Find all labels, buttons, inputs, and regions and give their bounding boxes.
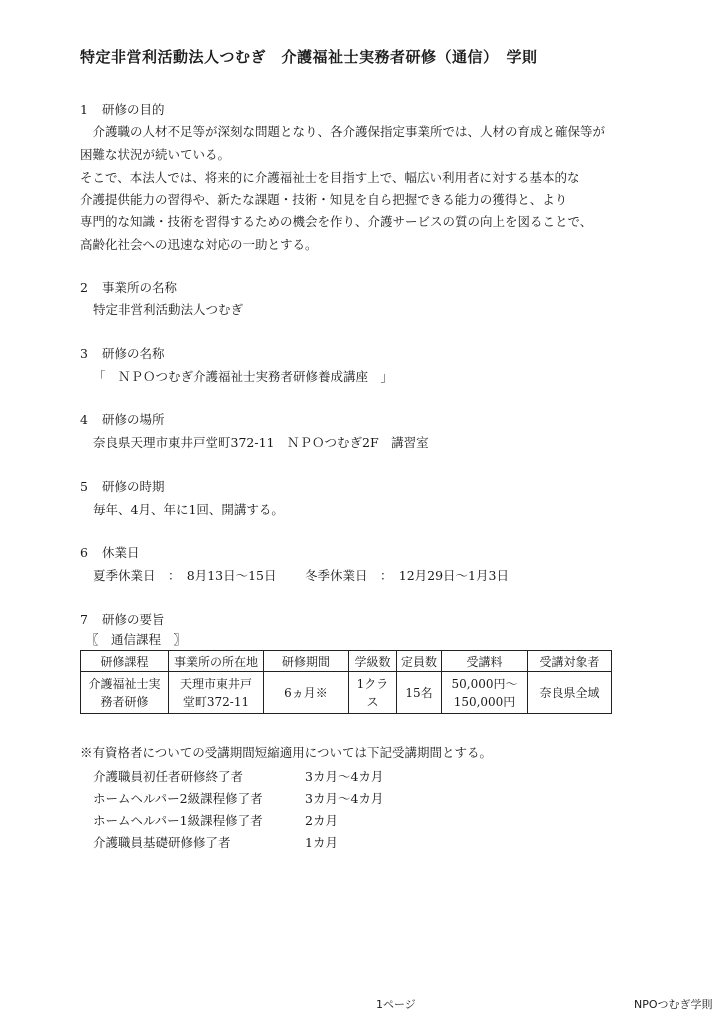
purpose-line: 介護職の人材不足等が深刻な問題となり、各介護保指定事業所では、人材の育成と確保等が [80, 124, 606, 139]
section-1-heading [80, 100, 165, 118]
qualification-period: 3カ月～4カ月 [305, 769, 384, 784]
cell-text: 堂町372-11 [182, 694, 250, 709]
summer-holiday: 夏季休業日 ： 8月13日～15日 [93, 568, 277, 583]
purpose-line: 困難な状況が続いている。 [80, 147, 231, 162]
training-location: 奈良県天理市東井戸堂町372-11 ＮＰＯつむぎ2F 講習室 [93, 435, 429, 450]
qualification-label: 介護職員初任者研修終了者 [93, 769, 244, 784]
shortening-note: ※有資格者についての受講期間短縮適用については下記受講期間とする。 [80, 745, 493, 760]
qualification-label: 介護職員基礎研修修了者 [93, 835, 231, 850]
capacity-cell: 15名 [397, 672, 442, 714]
section-number: 7 [80, 612, 88, 627]
page-title: 特定非営利活動法人つむぎ 介護福祉士実務者研修（通信） 学則 [80, 48, 538, 66]
curriculum-table [80, 650, 612, 714]
section-3-heading [80, 344, 165, 362]
course-cell [81, 672, 169, 714]
section-number: 5 [80, 479, 88, 494]
cell-text: 50,000円～ [451, 676, 518, 691]
cell-text: 150,000円 [453, 694, 516, 709]
table-header-row [81, 651, 612, 672]
qualification-period: 1カ月 [305, 835, 338, 850]
section-title: 休業日 [102, 545, 140, 560]
section-6-heading [80, 543, 140, 561]
qualification-label: ホームヘルパー2級課程修了者 [93, 791, 263, 806]
table-header: 研修期間 [264, 651, 349, 672]
document-footer-name: NPOつむぎ学則 [634, 998, 713, 1011]
section-4-heading [80, 410, 165, 428]
page-number: 1ページ [376, 998, 416, 1011]
cell-text: 介護福祉士実 [88, 676, 161, 691]
table-row [81, 672, 612, 714]
table-header: 受講料 [442, 651, 528, 672]
section-title: 事業所の名称 [102, 280, 178, 295]
target-cell: 奈良県全域 [528, 672, 612, 714]
table-header: 定員数 [397, 651, 442, 672]
course-type-label: 〖 通信課程 〗 [86, 632, 187, 647]
section-title: 研修の場所 [102, 412, 165, 427]
section-number: 1 [80, 102, 88, 117]
table-header: 研修課程 [81, 651, 169, 672]
fee-cell [442, 672, 528, 714]
winter-holiday: 冬季休業日 ： 12月29日～1月3日 [305, 568, 509, 583]
purpose-line: そこで、本法人では、将来的に介護福祉士を目指す上で、幅広い利用者に対する基本的な [80, 170, 580, 185]
cell-text: 務者研修 [100, 694, 149, 709]
period-cell: 6ヵ月※ [264, 672, 349, 714]
section-7-heading [80, 610, 165, 628]
section-title: 研修の要旨 [102, 612, 165, 627]
table-header: 事業所の所在地 [169, 651, 264, 672]
section-title: 研修の名称 [102, 346, 165, 361]
qualification-period: 3カ月～4カ月 [305, 791, 384, 806]
table-header: 受講対象者 [528, 651, 612, 672]
section-2-heading [80, 278, 177, 296]
section-5-heading [80, 477, 165, 495]
purpose-line: 介護提供能力の習得や、新たな課題・技術・知見を自ら把握できる能力の獲得と、より [80, 192, 568, 207]
office-name: 特定非営利活動法人つむぎ [93, 302, 244, 317]
section-title: 研修の目的 [102, 102, 165, 117]
purpose-line: 高齢化社会への迅速な対応の一助とする。 [80, 237, 318, 252]
table-header: 学級数 [349, 651, 397, 672]
section-number: 3 [80, 346, 88, 361]
location-cell [169, 672, 264, 714]
section-number: 6 [80, 545, 88, 560]
cell-text: 天理市東井戸 [179, 676, 252, 691]
qualification-label: ホームヘルパー1級課程修了者 [93, 813, 263, 828]
purpose-line: 専門的な知識・技術を習得するための機会を作り、介護サービスの質の向上を図ることで、 [80, 214, 593, 229]
section-number: 4 [80, 412, 88, 427]
section-number: 2 [80, 280, 88, 295]
classes-cell: 1クラス [349, 672, 397, 714]
qualification-period: 2カ月 [305, 813, 338, 828]
section-title: 研修の時期 [102, 479, 165, 494]
training-period: 毎年、4月、年に1回、開講する。 [93, 502, 284, 517]
course-name: 「 ＮＰＯつむぎ介護福祉士実務者研修養成講座 」 [93, 369, 394, 384]
